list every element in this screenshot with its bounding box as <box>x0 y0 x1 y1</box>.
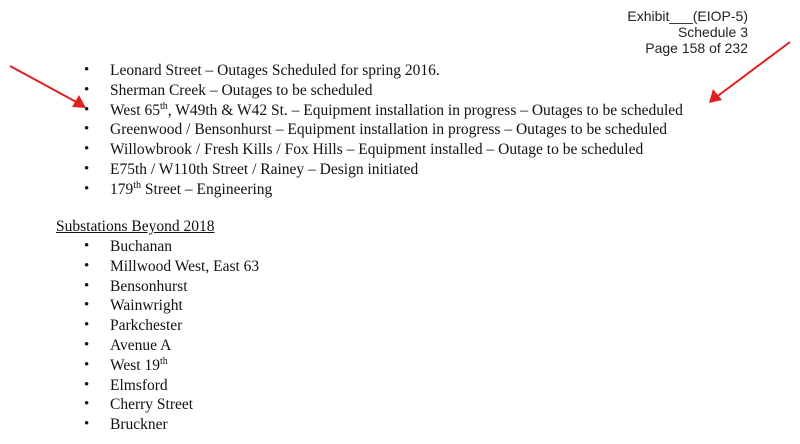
left-arrow-icon <box>10 66 86 108</box>
right-arrow-icon <box>709 42 790 103</box>
list-item-text: West 65 <box>110 101 160 119</box>
list-item-text: Bensonhurst <box>110 277 188 295</box>
bullet-icon: • <box>84 317 90 334</box>
bullet-icon: • <box>84 238 90 254</box>
section-heading: Substations Beyond 2018 <box>56 218 215 235</box>
list-item-text: Bruckner <box>110 416 168 434</box>
bullet-icon: • <box>84 257 90 274</box>
bullet-icon: • <box>84 277 90 294</box>
bullet-icon: • <box>84 416 90 433</box>
list-item-text: Cherry Street <box>110 396 194 414</box>
list-item-text: Leonard Street – Outages Scheduled for spring 2016. <box>110 62 440 79</box>
list-item-text: , W49th & W42 St. – Equipment installation in progress – Outages to be scheduled <box>167 101 683 119</box>
bullet-icon: • <box>84 376 90 393</box>
list-item-text: Street – Engineering <box>141 180 273 198</box>
page-number: Page 158 of 232 <box>645 40 748 56</box>
list-item-text: West 19 <box>110 356 160 374</box>
exhibit-label: Exhibit___(EIOP-5) <box>627 8 748 24</box>
list-item-text: Parkchester <box>110 317 183 335</box>
bullet-icon: • <box>84 141 90 158</box>
bullet-icon: • <box>84 180 90 197</box>
schedule-label: Schedule 3 <box>677 24 748 40</box>
bullet-icon: • <box>84 101 90 118</box>
ordinal-suffix: th <box>133 179 142 191</box>
bullet-icon: • <box>84 81 90 98</box>
bullet-icon: • <box>84 356 90 373</box>
bullet-icon: • <box>84 121 90 138</box>
bullet-icon: • <box>84 62 90 78</box>
bullet-icon: • <box>84 396 90 413</box>
bullet-icon: • <box>84 336 90 353</box>
list-item-text: Sherman Creek – Outages to be scheduled <box>110 81 373 99</box>
list-item-text: 179 <box>110 180 134 198</box>
list-item-text: E75th / W110th Street / Rainey – Design initiated <box>110 160 419 178</box>
list-item-text: Millwood West, East 63 <box>110 257 260 275</box>
list-item-text: Greenwood / Bensonhurst – Equipment installation in progress – Outages to be scheduled <box>110 121 668 139</box>
list-item-text: Buchanan <box>110 238 172 255</box>
ordinal-suffix: th <box>159 100 168 112</box>
list-item-text: Elmsford <box>110 376 168 394</box>
list-item-text: Avenue A <box>110 336 172 354</box>
list-item-text: Willowbrook / Fresh Kills / Fox Hills – Equipment installed – Outage to be scheduled <box>110 141 644 159</box>
bullet-icon: • <box>84 297 90 314</box>
list-item-text: Wainwright <box>110 297 183 315</box>
ordinal-suffix: th <box>159 355 168 367</box>
bullet-icon: • <box>84 160 90 177</box>
